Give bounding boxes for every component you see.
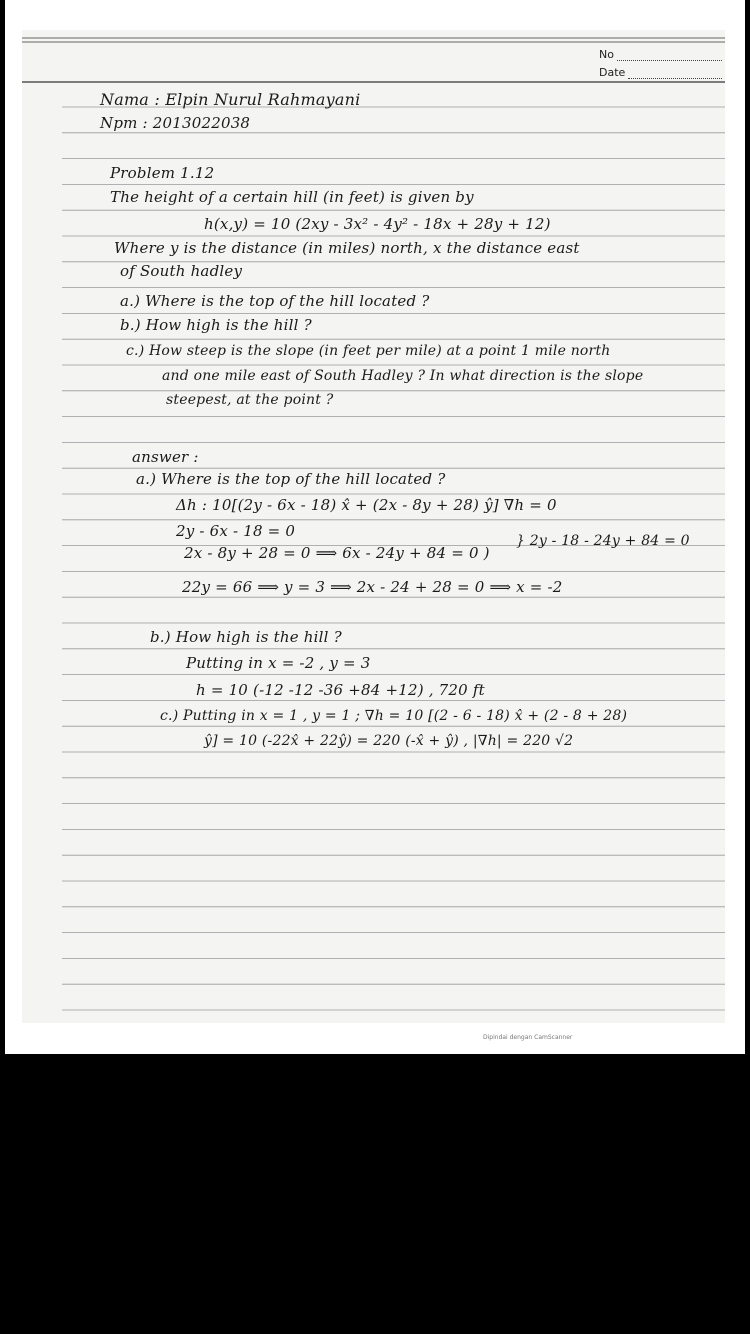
date-label: Date xyxy=(599,66,626,79)
notebook-page xyxy=(22,30,725,1023)
answer-line: 2y - 6x - 18 = 0 xyxy=(176,522,296,540)
no-label: No xyxy=(599,48,614,61)
answer-line: Δh : 10[(2y - 6x - 18) x̂ + (2x - 8y + 28) ŷ] ∇h = 0 xyxy=(176,496,557,514)
student-name: Nama : Elpin Nurul Rahmayani xyxy=(100,90,361,109)
problem-line: h(x,y) = 10 (2xy - 3x² - 4y² - 18x + 28y + 12) xyxy=(204,215,551,233)
answer-line: c.) Putting in x = 1 , y = 1 ; ∇h = 10 [(2 - 6 - 18) x̂ + (2 - 8 + 28) xyxy=(160,708,628,724)
problem-line: and one mile east of South Hadley ? In what direction is the slope xyxy=(162,368,644,384)
date-field xyxy=(628,78,722,79)
problem-line: c.) How steep is the slope (in feet per mile) at a point 1 mile north xyxy=(126,343,611,359)
problem-line: of South hadley xyxy=(120,262,243,280)
student-npm: Npm : 2013022038 xyxy=(100,114,251,132)
problem-line: steepest, at the point ? xyxy=(166,392,334,408)
problem-line: Where y is the distance (in miles) north, x the distance east xyxy=(114,239,580,257)
answer-line: Putting in x = -2 , y = 3 xyxy=(186,654,371,672)
scanner-watermark: Dipindai dengan CamScanner xyxy=(483,1034,573,1041)
problem-title: Problem 1.12 xyxy=(110,164,215,182)
answer-line: ŷ] = 10 (-22x̂ + 22ŷ) = 220 (-x̂ + ŷ) , |∇h| = 220 √2 xyxy=(204,733,574,749)
answer-line: 2x - 8y + 28 = 0 ⟹ 6x - 24y + 84 = 0 ) xyxy=(184,544,490,562)
photo-frame xyxy=(5,0,745,1054)
problem-line: The height of a certain hill (in feet) is given by xyxy=(110,188,474,206)
problem-line: a.) Where is the top of the hill located ? xyxy=(120,292,430,310)
answer-line: h = 10 (-12 -12 -36 +84 +12) , 720 ft xyxy=(196,681,485,699)
answer-line: } 2y - 18 - 24y + 84 = 0 xyxy=(516,533,690,549)
problem-line: b.) How high is the hill ? xyxy=(120,316,312,334)
answer-label: answer : xyxy=(132,448,199,466)
answer-line: 22y = 66 ⟹ y = 3 ⟹ 2x - 24 + 28 = 0 ⟹ x = -2 xyxy=(182,578,563,596)
answer-line: b.) How high is the hill ? xyxy=(150,628,342,646)
answer-line: a.) Where is the top of the hill located ? xyxy=(136,470,446,488)
no-field xyxy=(617,60,722,61)
